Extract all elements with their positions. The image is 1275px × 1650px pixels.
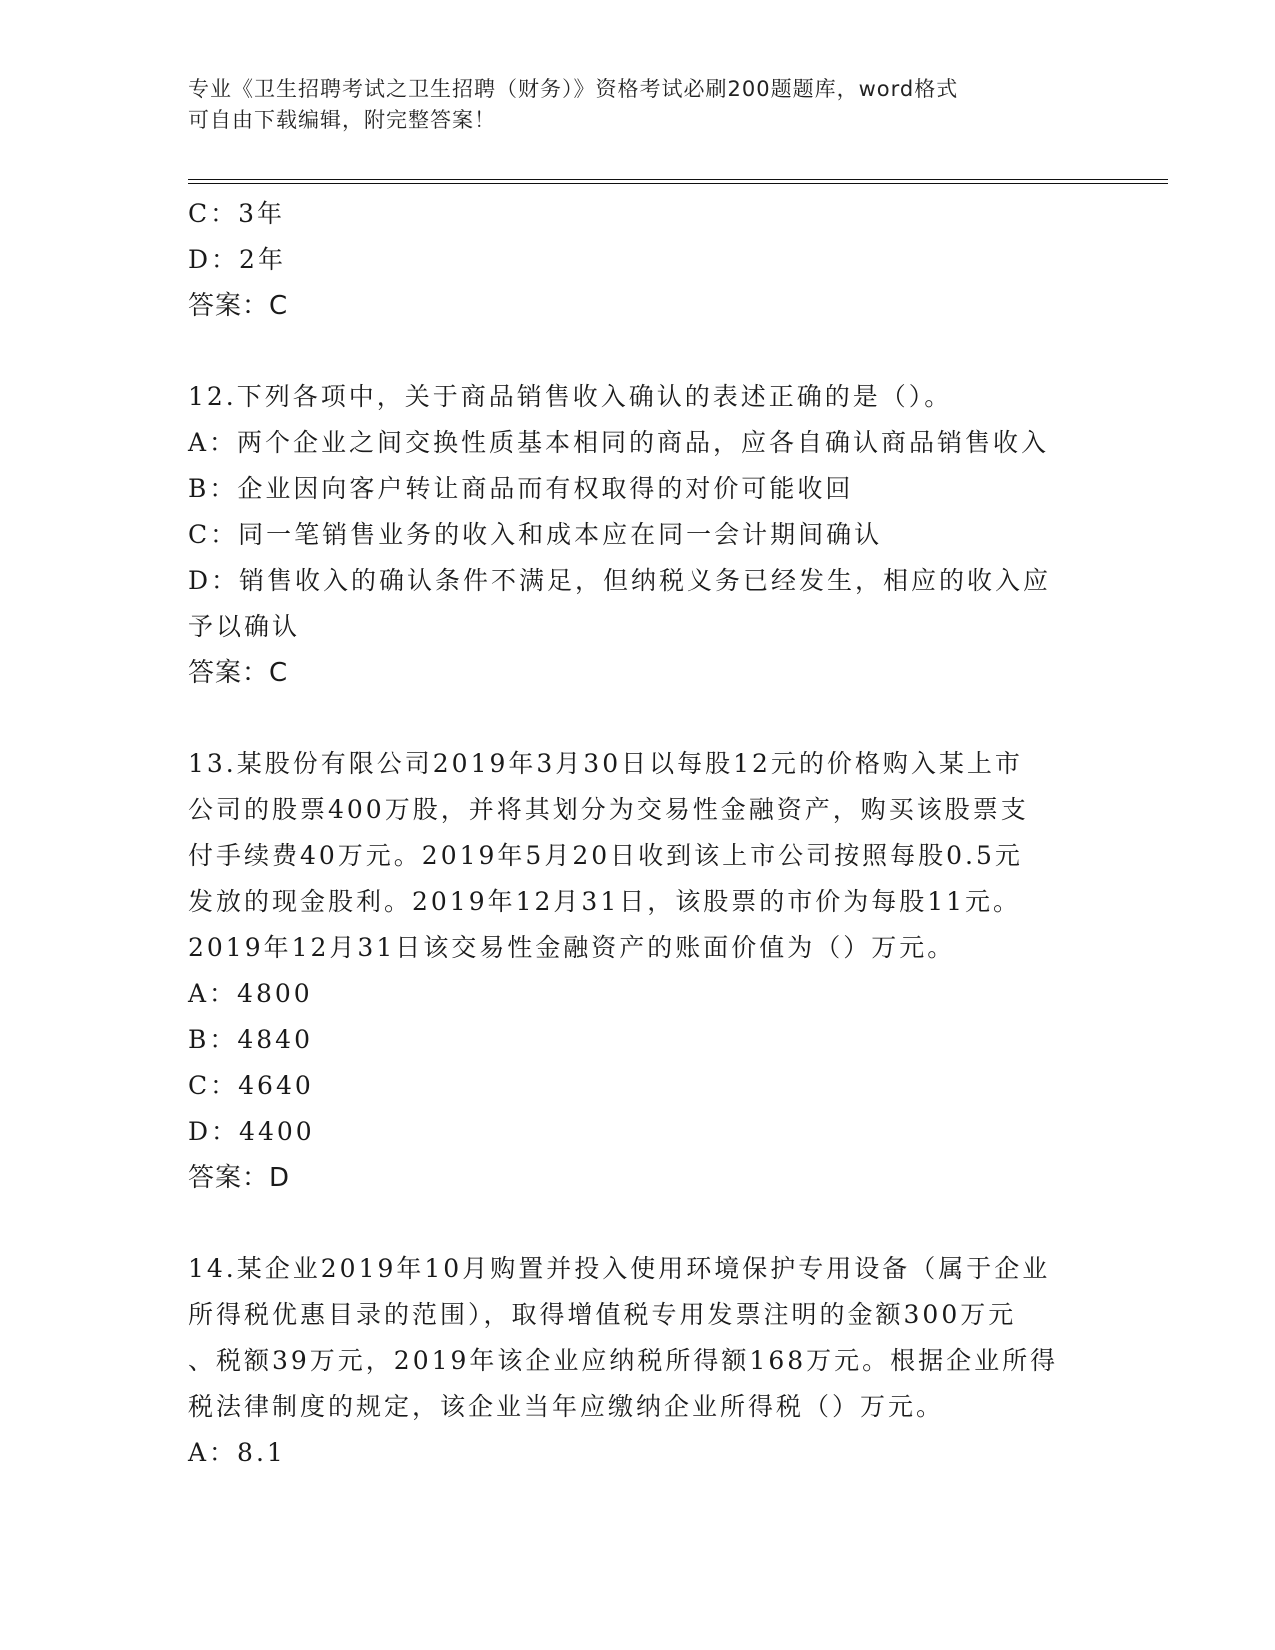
q13-stem-line: 公司的股票400万股，并将其划分为交易性金融资产，购买该股票支 [188,795,1029,824]
q13-stem-line: 2019年12月31日该交易性金融资产的账面价值为（）万元。 [188,933,956,962]
q13-answer: 答案：D [188,1163,291,1193]
q14-stem-line: 所得税优惠目录的范围），取得增值税专用发票注明的金额300万元 [188,1300,1017,1329]
q12-option-d-continued: 予以确认 [188,612,301,641]
question-13 [188,741,1118,1201]
q11-option-d: D：2年 [188,245,286,274]
q14-stem-line: 、税额39万元，2019年该企业应纳税所得额168万元。根据企业所得 [188,1346,1059,1375]
q11-option-c: C：3年 [188,199,286,228]
header-line-1: 专业《卫生招聘考试之卫生招聘（财务）》资格考试必刷200题题库，word格式 [188,77,959,101]
document-header [188,74,1068,136]
q11-answer: 答案：C [188,291,289,321]
q13-option-b: B：4840 [188,1025,313,1054]
q14-stem-line: 14.某企业2019年10月购置并投入使用环境保护专用设备（属于企业 [188,1254,1051,1283]
header-divider-bottom [188,183,1168,184]
q12-option-c: C：同一笔销售业务的收入和成本应在同一会计期间确认 [188,520,883,549]
question-14 [188,1246,1118,1476]
q13-option-c: C：4640 [188,1071,314,1100]
q13-option-d: D：4400 [188,1117,315,1146]
q13-option-a: A：4800 [188,979,313,1008]
q12-option-d: D：销售收入的确认条件不满足，但纳税义务已经发生，相应的收入应 [188,566,1052,595]
q13-stem-line: 付手续费40万元。2019年5月20日收到该上市公司按照每股0.5元 [188,841,1023,870]
spacer [188,1201,1118,1246]
q12-answer: 答案：C [188,658,289,688]
q14-option-a: A：8.1 [188,1438,286,1467]
q13-stem-line: 发放的现金股利。2019年12月31日，该股票的市价为每股11元。 [188,887,1022,916]
q13-stem-line: 13.某股份有限公司2019年3月30日以每股12元的价格购入某上市 [188,749,1023,778]
q12-option-b: B：企业因向客户转让商品而有权取得的对价可能收回 [188,474,854,503]
header-divider-top [188,179,1168,180]
q14-stem-line: 税法律制度的规定，该企业当年应缴纳企业所得税（）万元。 [188,1392,945,1421]
spacer [188,329,1118,374]
document-body [188,191,1118,1476]
header-line-2: 可自由下载编辑，附完整答案！ [188,108,496,132]
question-12 [188,374,1118,696]
q12-option-a: A：两个企业之间交换性质基本相同的商品，应各自确认商品销售收入 [188,428,1050,457]
q12-stem-line: 12.下列各项中，关于商品销售收入确认的表述正确的是（）。 [188,382,953,411]
spacer [188,696,1118,741]
